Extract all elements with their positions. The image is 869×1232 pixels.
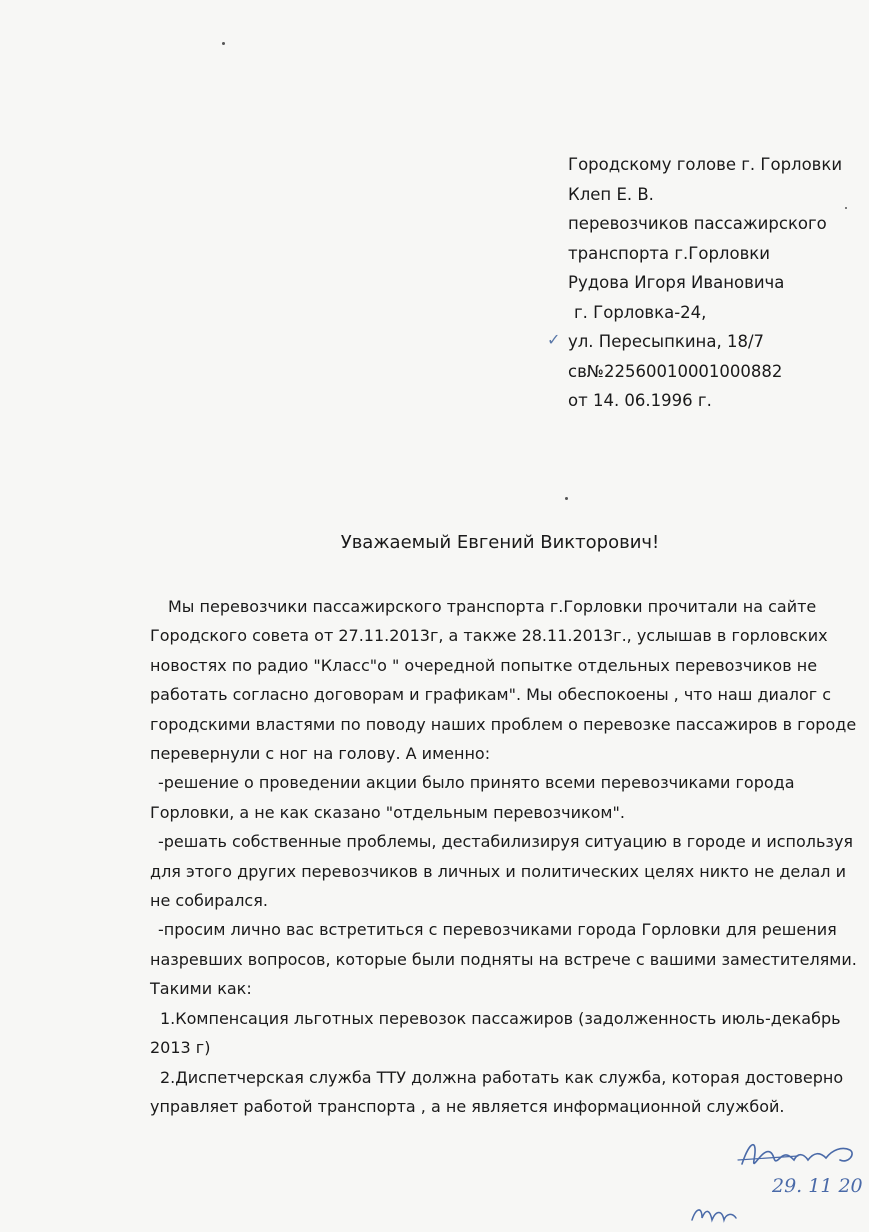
list-item: 1.Компенсация льготных перевозок пассажиров (задолженность июль-декабрь 2013 г) [150,1008,841,1058]
recipient-line: Клеп Е. В. [568,184,654,204]
paper-speck [222,42,225,45]
recipient-line: транспорта г.Горловки [568,243,770,263]
paper-speck [565,497,568,500]
recipient-line: перевозчиков пассажирского [568,214,827,233]
recipient-line: г. Горловка-24, [574,302,707,322]
intro-paragraph: Мы перевозчики пассажирского транспорта г.Горловки прочитали на сайте Городского совета от 27.11.2013г, а также 28.11.2013г., услышав в горловских новостях по радио "Класс"о " очередной попытке отдельных перевозчиков не работать согласно договорам и графикам". Мы обеспокоены , что наш диалог с городскими властями по поводу наших проблем о перевозке пассажиров в городе перевернули с ног на голову. А именно: [150,597,857,764]
point-paragraph: -решение о проведении акции было принято всеми перевозчиками города Горловки, а не как сказано "отдельным перевозчиком". [150,773,795,822]
letter-body [150,592,860,1121]
recipient-line: ул. Пересыпкина, 18/7 [568,332,765,351]
recipient-block [568,150,858,416]
point-paragraph: -просим лично вас встретиться с перевозчиками города Горловки для решения назревших вопросов, которые были подняты на встрече с вашими заместителями. Такими как: [150,920,857,999]
point-paragraph: -решать собственные проблемы, дестабилизируя ситуацию в городе и используя для этого других перевозчиков в личных и политических целях никто не делал и не собирался. [150,832,854,911]
recipient-line: от 14. 06.1996 г. [568,391,712,410]
list-item: 2.Диспетчерская служба ТТУ должна работать как служба, которая достоверно управляет работой транспорта , а не является информационной службой. [150,1067,844,1116]
salutation: Уважаемый Евгений Викторович! [340,532,660,553]
recipient-line: Городскому голове г. Горловки [568,155,843,174]
handwritten-note [680,1130,869,1228]
recipient-line: св№22560010001000882 [568,361,783,381]
handwritten-date: 29. 11 20 [772,1175,863,1197]
recipient-line: Рудова Игоря Ивановича [568,273,785,292]
handwritten-signature [680,1130,869,1228]
check-mark-icon: ✓ [547,330,561,349]
